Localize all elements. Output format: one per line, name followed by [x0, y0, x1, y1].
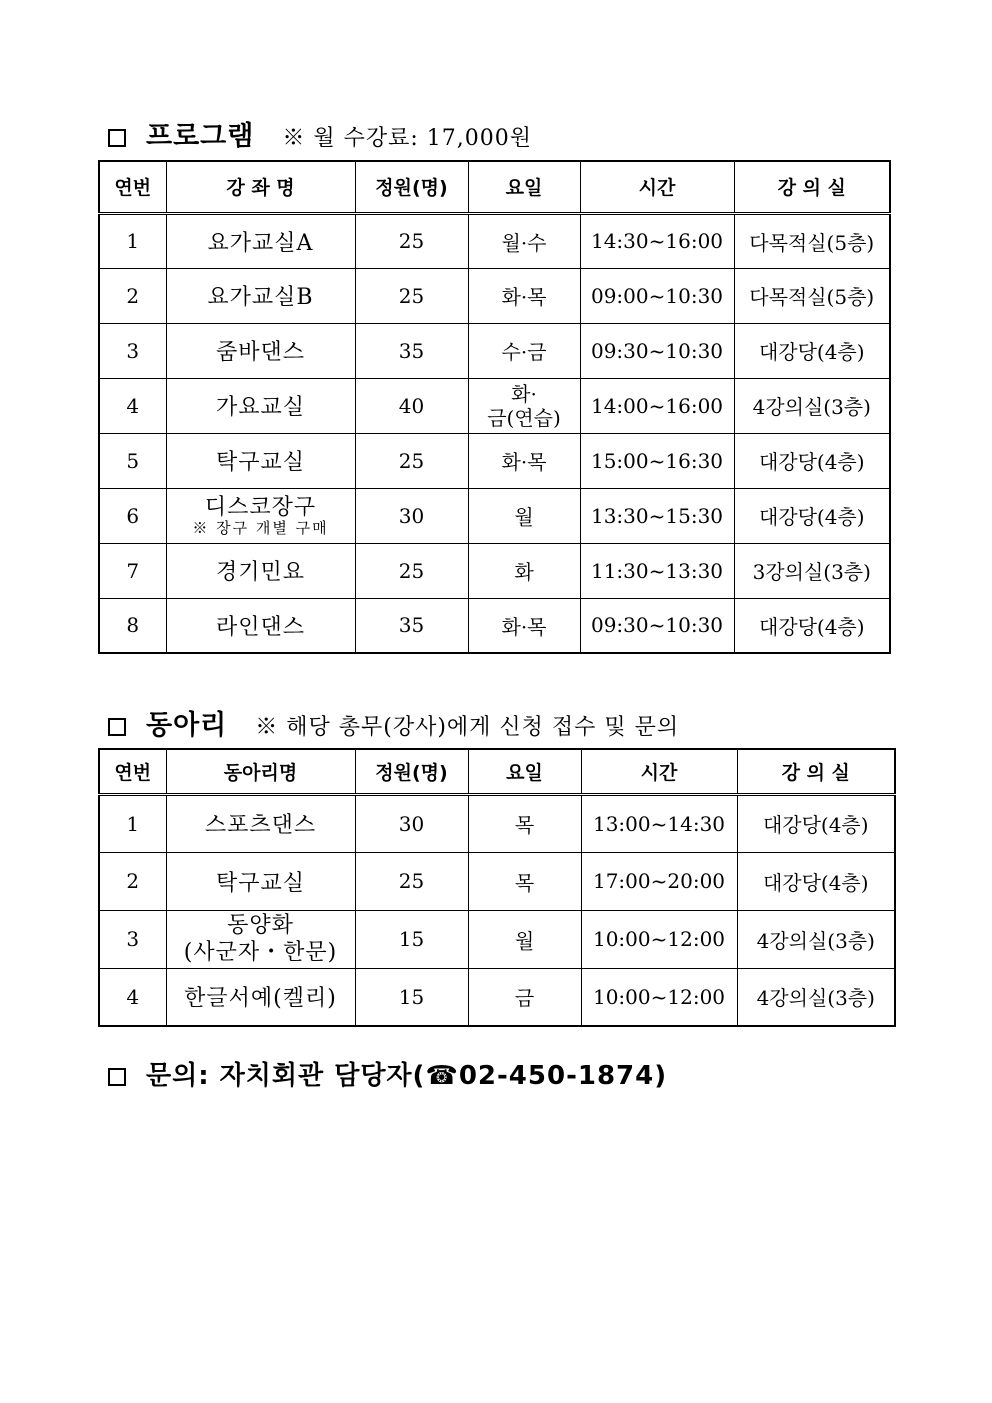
cell-no: 3	[99, 910, 166, 968]
cell-club: 스포츠댄스	[166, 794, 355, 852]
cell-capacity: 35	[355, 598, 468, 653]
cell-time: 17:00~20:00	[581, 852, 737, 910]
cell-time: 15:00~16:30	[580, 433, 734, 488]
cell-time: 10:00~12:00	[581, 968, 737, 1026]
cell-no: 7	[99, 543, 166, 598]
cell-club-line2: (사군자・한문)	[183, 940, 338, 965]
checkbox-square-icon	[108, 1068, 126, 1086]
club-title: 동아리	[146, 710, 228, 741]
cell-time: 09:30~10:30	[580, 323, 734, 378]
col-header-day: 요일	[468, 749, 581, 794]
cell-capacity: 35	[355, 323, 468, 378]
cell-day: 목	[468, 794, 581, 852]
checkbox-square-icon	[108, 129, 126, 147]
cell-room: 4강의실(3층)	[737, 968, 895, 1026]
table-row	[99, 323, 890, 378]
program-header-row	[99, 161, 890, 213]
program-section-title	[108, 114, 532, 153]
cell-room: 다목적실(5층)	[734, 268, 890, 323]
col-header-room: 강 의 실	[737, 749, 895, 794]
col-header-time: 시간	[580, 161, 734, 213]
cell-day: 월	[468, 910, 581, 968]
cell-day-line2: 금(연습)	[487, 405, 561, 430]
cell-time: 13:30~15:30	[580, 488, 734, 543]
cell-room: 대강당(4층)	[737, 852, 895, 910]
cell-no: 5	[99, 433, 166, 488]
cell-room: 대강당(4층)	[734, 488, 890, 543]
cell-room: 대강당(4층)	[734, 323, 890, 378]
col-header-capacity: 정원(명)	[355, 749, 468, 794]
cell-course: 경기민요	[166, 543, 355, 598]
cell-no: 2	[99, 268, 166, 323]
table-row	[99, 268, 890, 323]
program-table	[98, 160, 891, 654]
club-table	[98, 748, 896, 1027]
cell-course	[166, 488, 355, 543]
cell-day: 목	[468, 852, 581, 910]
cell-club: 한글서예(켈리)	[166, 968, 355, 1026]
cell-day: 금	[468, 968, 581, 1026]
cell-day-line1: 화·	[511, 381, 537, 406]
cell-capacity: 40	[355, 378, 468, 433]
contact-close: )	[654, 1061, 668, 1091]
cell-club	[166, 910, 355, 968]
cell-course: 요가교실A	[166, 213, 355, 268]
cell-course: 줌바댄스	[166, 323, 355, 378]
cell-course: 요가교실B	[166, 268, 355, 323]
cell-room: 다목적실(5층)	[734, 213, 890, 268]
cell-day: 화·목	[468, 433, 580, 488]
col-header-club: 동아리명	[166, 749, 355, 794]
cell-no: 4	[99, 968, 166, 1026]
table-row	[99, 543, 890, 598]
cell-course-note: ※ 장구 개별 구매	[192, 518, 329, 537]
cell-capacity: 25	[355, 852, 468, 910]
cell-time: 11:30~13:30	[580, 543, 734, 598]
cell-capacity: 25	[355, 543, 468, 598]
cell-capacity: 15	[355, 910, 468, 968]
contact-phone: 02-450-1874	[458, 1061, 655, 1091]
cell-time: 09:30~10:30	[580, 598, 734, 653]
cell-day: 화	[468, 543, 580, 598]
cell-course: 탁구교실	[166, 433, 355, 488]
cell-time: 09:00~10:30	[580, 268, 734, 323]
cell-day: 월·수	[468, 213, 580, 268]
cell-day	[468, 378, 580, 433]
cell-day: 화·목	[468, 598, 580, 653]
cell-day: 화·목	[468, 268, 580, 323]
cell-room: 4강의실(3층)	[737, 910, 895, 968]
table-row	[99, 852, 895, 910]
club-section-title	[108, 703, 679, 742]
table-row	[99, 213, 890, 268]
cell-course: 가요교실	[166, 378, 355, 433]
cell-course-name: 디스코장구	[204, 494, 317, 520]
cell-room: 대강당(4층)	[737, 794, 895, 852]
cell-capacity: 30	[355, 794, 468, 852]
cell-no: 1	[99, 213, 166, 268]
col-header-time: 시간	[581, 749, 737, 794]
cell-no: 8	[99, 598, 166, 653]
cell-time: 10:00~12:00	[581, 910, 737, 968]
club-note: ※ 해당 총무(강사)에게 신청 접수 및 문의	[255, 715, 680, 740]
cell-no: 1	[99, 794, 166, 852]
table-row	[99, 968, 895, 1026]
cell-course: 라인댄스	[166, 598, 355, 653]
cell-room: 대강당(4층)	[734, 598, 890, 653]
club-header-row	[99, 749, 895, 794]
col-header-day: 요일	[468, 161, 580, 213]
cell-day: 수·금	[468, 323, 580, 378]
cell-capacity: 25	[355, 433, 468, 488]
cell-capacity: 15	[355, 968, 468, 1026]
cell-no: 3	[99, 323, 166, 378]
table-row	[99, 794, 895, 852]
table-row	[99, 598, 890, 653]
table-row	[99, 910, 895, 968]
table-row	[99, 488, 890, 543]
phone-icon: ☎	[425, 1061, 459, 1091]
cell-room: 대강당(4층)	[734, 433, 890, 488]
cell-capacity: 25	[355, 268, 468, 323]
cell-no: 6	[99, 488, 166, 543]
cell-day: 월	[468, 488, 580, 543]
col-header-room: 강 의 실	[734, 161, 890, 213]
col-header-no: 연번	[99, 161, 166, 213]
cell-no: 2	[99, 852, 166, 910]
cell-time: 14:00~16:00	[580, 378, 734, 433]
cell-time: 14:30~16:00	[580, 213, 734, 268]
cell-capacity: 30	[355, 488, 468, 543]
cell-no: 4	[99, 378, 166, 433]
program-fee-note: ※ 월 수강료: 17,000원	[282, 126, 532, 151]
col-header-course: 강 좌 명	[166, 161, 355, 213]
cell-club: 탁구교실	[166, 852, 355, 910]
table-row	[99, 378, 890, 433]
col-header-capacity: 정원(명)	[355, 161, 468, 213]
cell-room: 4강의실(3층)	[734, 378, 890, 433]
cell-time: 13:00~14:30	[581, 794, 737, 852]
contact-label: 문의: 자치회관 담당자(	[146, 1061, 426, 1091]
contact-line	[108, 1055, 667, 1092]
cell-club-line1: 동양화	[227, 913, 294, 938]
col-header-no: 연번	[99, 749, 166, 794]
cell-capacity: 25	[355, 213, 468, 268]
cell-room: 3강의실(3층)	[734, 543, 890, 598]
table-row	[99, 433, 890, 488]
checkbox-square-icon	[108, 718, 126, 736]
program-title: 프로그램	[146, 121, 255, 152]
